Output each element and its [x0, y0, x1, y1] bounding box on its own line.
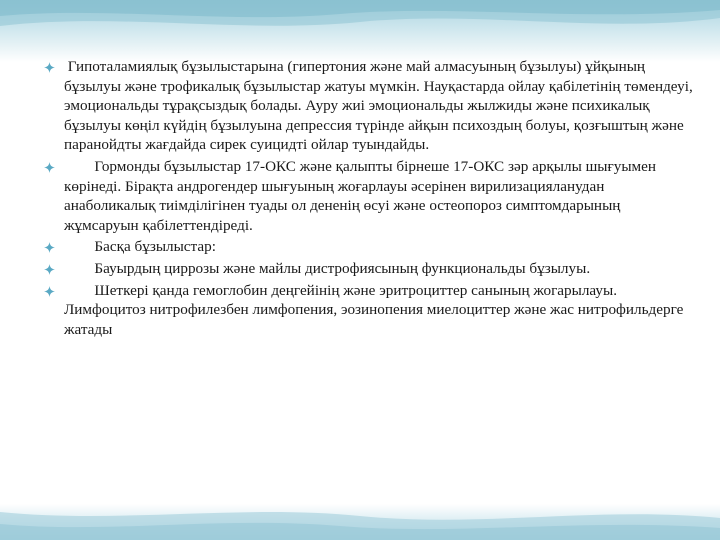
bullet-text: Бауырдың циррозы және майлы дистрофиясының функциональды бұзылуы. — [64, 259, 591, 277]
four-point-star-bullet-icon — [44, 242, 55, 253]
bullet-text: Гипоталамиялық бұзылыстарына (гипертония және май алмасуының бұзылуы) ұйқының бұзылуы және трофикалық бұзылыстар жатуы мүмкін. Науқастарда ойлау қабілетінің төмендеуі, эмоциональды тұрақсыздық болады. Ауру жиі эмоциональды жылжиды және психикалық бұзылуы көңіл күйдің бұзылуына депрессия түрінде айқын психоздың болуы, қозғыштың және паранойдты жағдайда сирек суицидті ойлар туындайды. — [64, 58, 697, 154]
bullet-text: Гормонды бұзылыстар 17-ОКС және қалыпты бірнеше 17-ОКС зәр арқылы шығуымен көрінеді. Бірақта андрогендер шығуының жоғарлауы әсерінен вирилизацияланудан анаболикалық тиімділігінен туады ол дененің өсуі және остеопороз симптомдарының жұмсаруын қабілеттендіреді. — [64, 157, 660, 234]
four-point-star-bullet-icon — [44, 286, 55, 297]
list-item — [44, 259, 694, 279]
bottom-wave-decoration — [0, 504, 720, 540]
four-point-star-bullet-icon — [44, 162, 55, 173]
bullet-text: Басқа бұзылыстар: — [64, 238, 216, 256]
bottom-decorative-band — [0, 504, 720, 540]
four-point-star-bullet-icon — [44, 264, 55, 275]
list-item — [44, 281, 694, 340]
top-decorative-band — [0, 0, 720, 62]
list-item — [44, 57, 697, 155]
bullet-list — [44, 57, 697, 341]
four-point-star-bullet-icon — [44, 62, 55, 73]
list-item — [44, 237, 694, 257]
list-item — [44, 157, 694, 235]
bullet-text: Шеткері қанда гемоглобин деңгейінің және эритроциттер санының жогарылауы. Лимфоцитоз нитрофилезбен лимфопения, эозинопения миелоциттер және жас нитрофильдерге жатады — [64, 281, 688, 338]
top-wave-decoration — [0, 0, 720, 62]
